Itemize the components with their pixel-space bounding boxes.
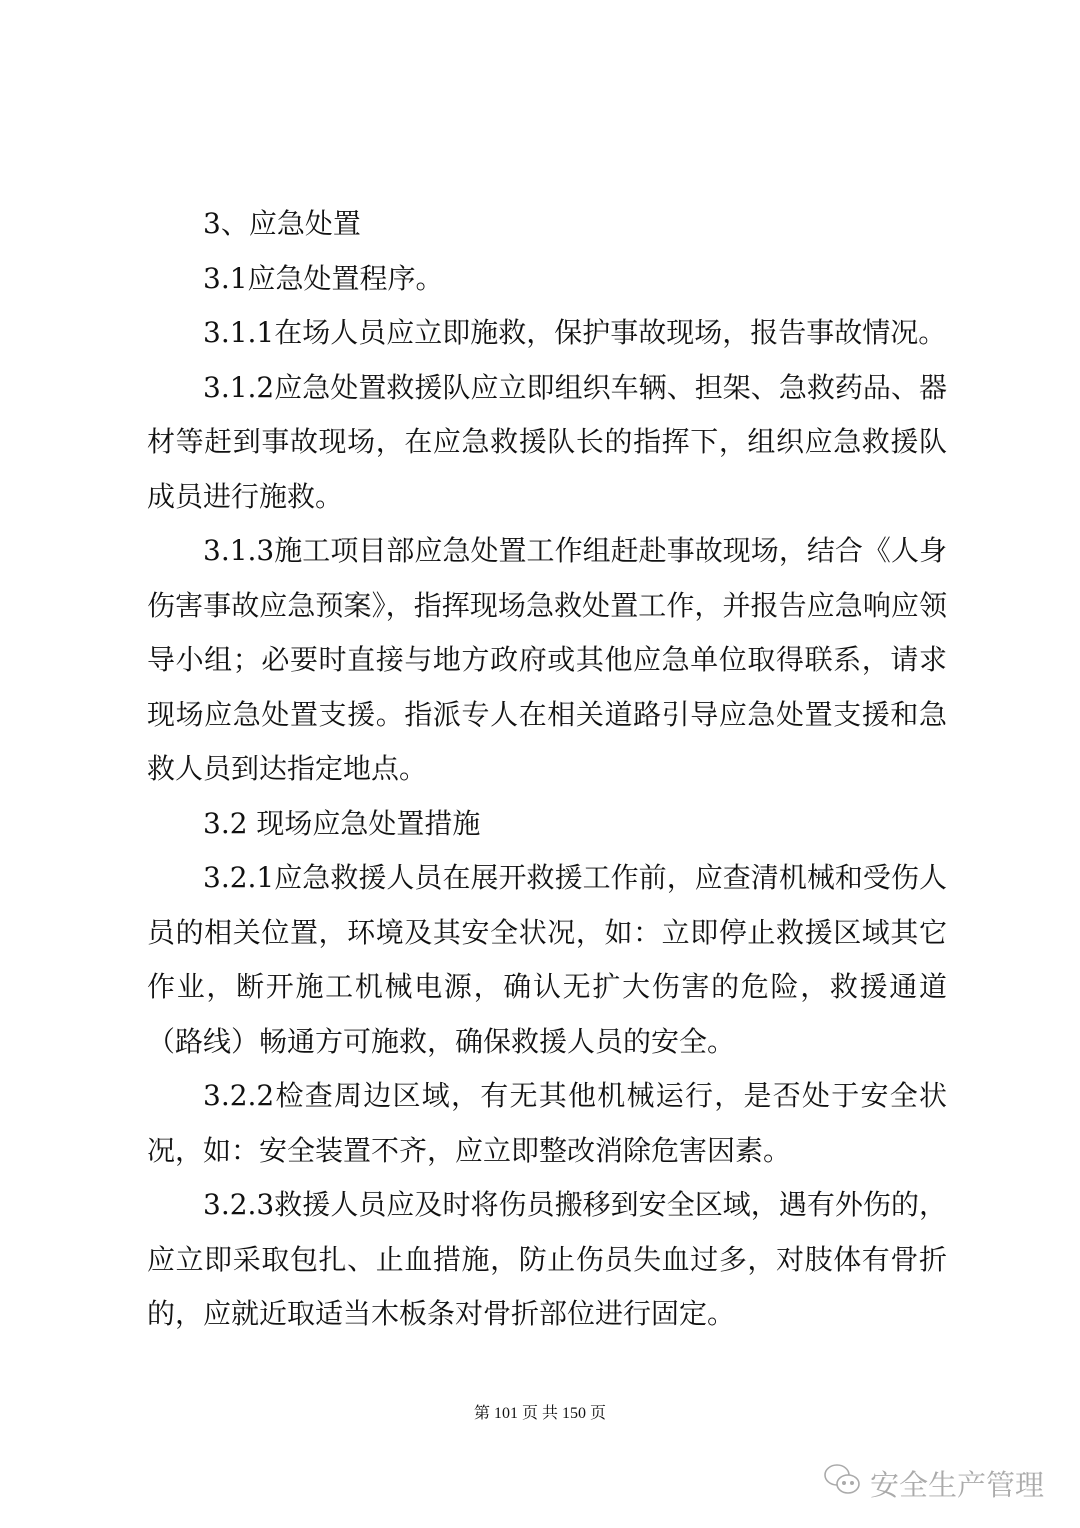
section-heading: 3、应急处置 (203, 207, 361, 240)
paragraph: 3.1应急处置程序。 (203, 261, 444, 295)
wechat-icon (822, 1462, 862, 1505)
paragraph: 3.2 现场应急处置措施 (203, 806, 481, 840)
watermark-text: 安全生产管理 (869, 1468, 1044, 1502)
paragraph: 3.2.3救援人员应及时将伤员搬移到安全区域，遇有外伤的，应立即采取包扎、止血措施，防止伤员失血过多，对肢体有骨折的，应就近取适当木板条对骨折部位进行固定。 (147, 1188, 947, 1330)
paragraph: 3.2.1应急救援人员在展开救援工作前，应查清机械和受伤人员的相关位置，环境及其安全状况，如：立即停止救援区域其它作业，断开施工机械电源，确认无扩大伤害的危险，救援通道（路线）畅通方可施救，确保救援人员的安全。 (147, 861, 947, 1058)
document-body (147, 197, 947, 1342)
page-number: 第 101 页 共 150 页 (473, 1405, 606, 1422)
watermark (822, 1462, 1044, 1505)
paragraph: 3.1.2应急处置救援队应立即组织车辆、担架、急救药品、器材等赶到事故现场，在应急救援队长的指挥下，组织应急救援队成员进行施救。 (147, 370, 947, 513)
paragraph: 3.1.1在场人员应立即施救，保护事故现场，报告事故情况。 (203, 316, 947, 349)
paragraph: 3.2.2检查周边区域，有无其他机械运行，是否处于安全状况，如：安全装置不齐，应立即整改消除危害因素。 (147, 1079, 947, 1167)
paragraph: 3.1.3施工项目部应急处置工作组赶赴事故现场，结合《人身伤害事故应急预案》，指挥现场急救处置工作，并报告应急响应领导小组；必要时直接与地方政府或其他应急单位取得联系，请求现场应急处置支援。指派专人在相关道路引导应急处置支援和急救人员到达指定地点。 (147, 534, 947, 785)
